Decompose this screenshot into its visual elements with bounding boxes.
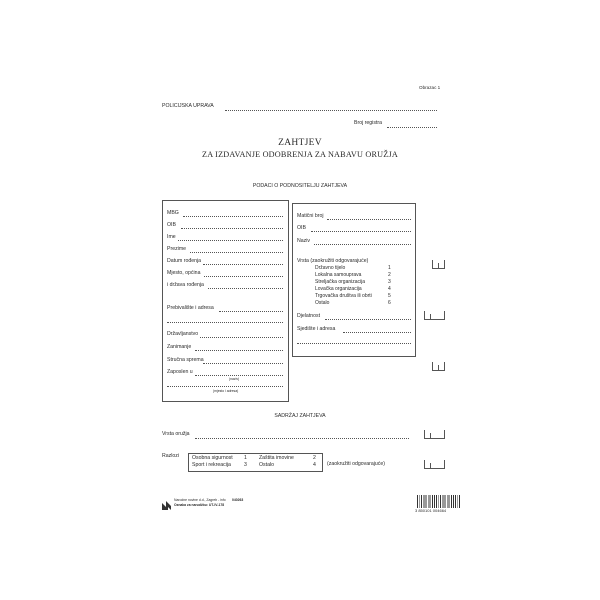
field-maticni-broj-input[interactable] [327,219,411,220]
razlog-item-num[interactable]: 3 [244,462,247,468]
field-zanimanje-input[interactable] [195,350,283,351]
vrsta-label: Vrsta (zaokružiti odgovarajuće) [297,258,369,264]
vrsta-oruzja-label: Vrsta oružja [162,431,190,437]
field-sjediste-input-2[interactable] [297,343,411,344]
field-datum-rodenja-label: Datum rođenja [167,258,202,264]
barcode [417,495,460,508]
field-mbg-input[interactable] [183,216,283,217]
field-datum-rodenja-input[interactable] [203,264,283,265]
field-oib-entity-label: OIB [297,225,306,231]
vrsta-item-num[interactable]: 5 [388,293,391,299]
field-strucna-sprema [167,357,285,365]
vrsta-item-num[interactable]: 1 [388,265,391,271]
field-prebivaliste-input[interactable] [219,311,283,312]
razlozi-box [188,453,323,472]
office-use-box [424,430,445,439]
field-naziv-label: Naziv [297,238,310,244]
vrsta-item-num[interactable]: 6 [388,300,391,306]
field-prezime-label: Prezime [167,246,187,252]
field-drzava-rodenja-input[interactable] [208,288,283,289]
field-djelatnost-label: Djelatnost [297,313,321,319]
office-use-box [424,311,445,320]
razlog-item-num[interactable]: 4 [313,462,316,468]
vrsta-item-num[interactable]: 2 [388,272,391,278]
field-oib-entity [297,225,413,233]
employer-address-input[interactable] [167,386,283,387]
field-drzavljanstvo-input[interactable] [200,337,283,338]
employer-name-hint: (naziv) [229,377,240,381]
field-zanimanje [167,344,285,352]
field-oib-input[interactable] [181,228,283,229]
field-mbg-label: MBG [167,210,179,216]
field-zaposlen-u-label: Zaposlen u [167,369,193,375]
razlog-item-num[interactable]: 2 [313,455,316,461]
field-mjesto-opcina-input[interactable] [204,276,283,277]
applicant-legal-entity-box [292,203,416,357]
field-drzava-rodenja-label: i država rođenja [167,282,204,288]
field-djelatnost [297,313,413,321]
field-oib [167,222,285,230]
razlog-item-label[interactable]: Sport i rekreacija [192,462,231,468]
field-drzava-rodenja [167,282,285,290]
vrsta-item-num[interactable]: 3 [388,279,391,285]
field-ime [167,234,285,242]
field-ime-label: Ime [167,234,176,240]
vrsta-item-num[interactable]: 4 [388,286,391,292]
field-prebivaliste [167,305,285,313]
form-title: ZAHTJEV [278,138,322,148]
razlozi-note: (zaokružiti odgovarajuće) [327,461,385,467]
field-datum-rodenja [167,258,285,266]
razlozi-label: Razlozi [162,453,180,459]
form-sheet [135,70,465,535]
field-maticni-broj [297,213,413,221]
field-prezime-input[interactable] [190,252,283,253]
field-maticni-broj-label: Matični broj [297,213,324,219]
vrsta-item-label[interactable]: Lokalna samouprava [315,272,362,278]
employer-address-hint: (mjesto i adresa) [213,389,239,393]
razlog-item-num[interactable]: 1 [244,455,247,461]
field-strucna-sprema-label: Stručna sprema [167,357,204,363]
vrsta-item-label[interactable]: Lovačka organizacija [315,286,362,292]
office-use-box [432,362,445,371]
razlog-item-label[interactable]: Zaštita imovine [259,455,294,461]
form-number: Obrazac 1 [419,85,441,90]
office-use-box [432,260,445,269]
section-podnositelj-heading: PODACI O PODNOSITELJU ZAHTJEVA [252,183,348,189]
broj-registra-field[interactable] [387,127,437,128]
vrsta-item-label[interactable]: Ostalo [315,300,330,306]
field-drzavljanstvo-label: Državljanstvo [167,331,199,337]
policijska-uprava-field[interactable] [225,110,437,111]
field-ime-input[interactable] [178,240,283,241]
vrsta-item-label[interactable]: Državno tijelo [315,265,346,271]
vrsta-item-label[interactable]: Trgovačka društva ili obrti [315,293,372,299]
field-sjediste [297,326,413,334]
broj-registra-label: Broj registra [354,120,382,126]
razlog-item-label[interactable]: Ostalo [259,462,274,468]
field-zanimanje-label: Zanimanje [167,344,192,350]
publisher-logo [162,497,171,506]
publisher-line-2: Oznaka za narudžbu: UT-IV-178 [174,503,225,507]
field-zaposlen-u [167,369,285,377]
field-zaposlen-u-input[interactable] [195,375,283,376]
field-strucna-sprema-input[interactable] [203,363,283,364]
field-prebivaliste-input-2[interactable] [167,322,283,323]
razlog-item-label[interactable]: Osobna sigurnost [192,455,233,461]
field-oib-entity-input[interactable] [311,231,411,232]
field-prebivaliste-label: Prebivalište i adresa [167,305,214,311]
field-mbg [167,210,285,218]
field-mjesto-opcina [167,270,285,278]
field-naziv [297,238,413,246]
field-sjediste-label: Sjedište i adresa [297,326,336,332]
field-djelatnost-input[interactable] [325,319,411,320]
vrsta-oruzja-input[interactable] [195,438,409,439]
field-sjediste-input[interactable] [343,332,411,333]
field-prezime [167,246,285,254]
field-drzavljanstvo [167,331,285,339]
form-subtitle: ZA IZDAVANJE ODOBRENJA ZA NABAVU ORUŽJA [202,150,398,159]
form-code: 040263 [232,498,244,502]
field-mjesto-opcina-label: Mjesto, općina [167,270,201,276]
applicant-person-box [162,200,289,402]
field-naziv-input[interactable] [314,244,411,245]
publisher-line-1: Narodne novine d.d., Zagreb - info [174,498,226,502]
office-use-box [424,460,445,469]
policijska-uprava-label: POLICIJSKA UPRAVA [162,103,214,109]
section-sadrzaj-heading: SADRŽAJ ZAHTJEVA [274,413,326,419]
field-oib-label: OIB [167,222,176,228]
vrsta-item-label[interactable]: Streljačka organizacija [315,279,366,285]
barcode-number: 3 850101 004664 [415,508,447,513]
